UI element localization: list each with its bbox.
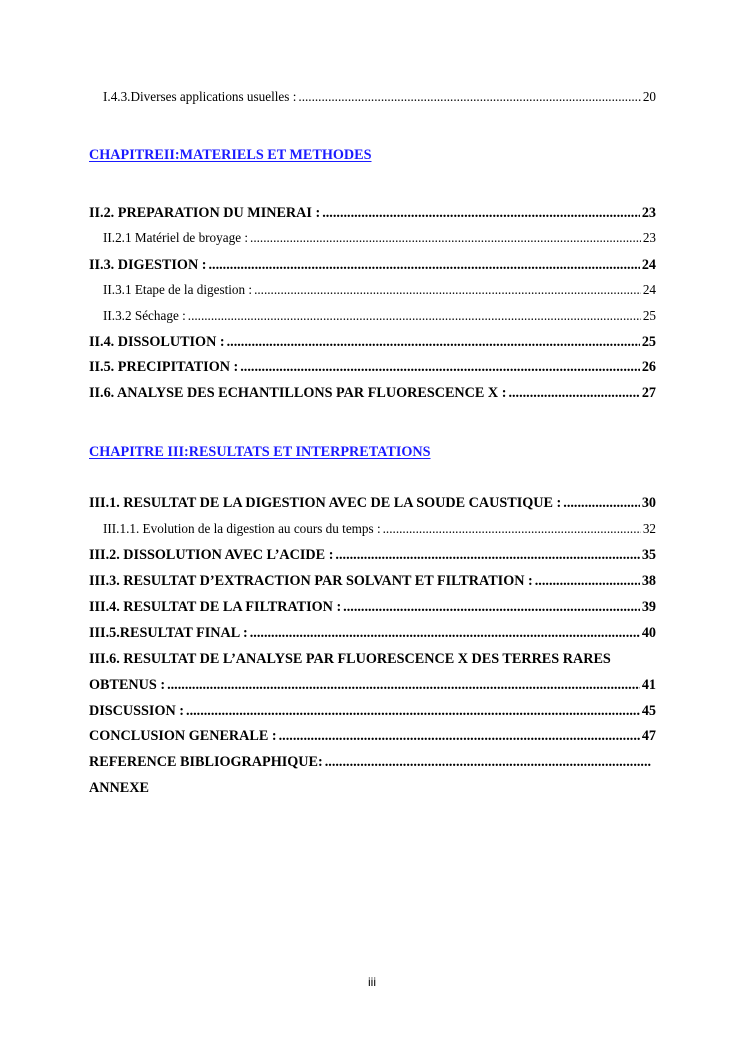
toc-entry-label: II.3.1 Etape de la digestion : (103, 282, 253, 297)
toc-entry[interactable] (89, 333, 656, 351)
toc-entry-label: III.1.1. Evolution de la digestion au cours du temps : (103, 521, 381, 536)
toc-entry-label: III.4. RESULTAT DE LA FILTRATION : (89, 599, 342, 615)
toc-entry[interactable] (89, 256, 656, 274)
dot-leader (322, 204, 640, 222)
toc-entry-label: II.3.2 Séchage : (103, 308, 186, 323)
dot-leader (240, 358, 640, 376)
toc-entry[interactable] (89, 358, 656, 376)
toc-entry-label: III.2. DISSOLUTION AVEC L’ACIDE : (89, 547, 334, 563)
toc-entry-label: II.3. DIGESTION : (89, 257, 207, 273)
toc-entry-line1[interactable]: III.6. RESULTAT DE L’ANALYSE PAR FLUORESCENCE X DES TERRES RARES (89, 651, 611, 667)
toc-entry-label: I.4.3.Diverses applications usuelles : (103, 89, 297, 104)
toc-entry[interactable] (89, 702, 656, 720)
toc-entry-page: 41 (641, 677, 656, 693)
dot-leader (279, 727, 640, 745)
toc-entry[interactable] (89, 384, 656, 402)
dot-leader (335, 546, 639, 564)
toc-entry[interactable] (89, 753, 651, 771)
dot-leader (254, 281, 641, 299)
toc-entry-page: 45 (641, 703, 656, 719)
toc-entry-label: III.5.RESULTAT FINAL : (89, 625, 248, 641)
toc-entry[interactable] (103, 307, 656, 325)
toc-entry[interactable] (89, 204, 656, 222)
dot-leader (343, 598, 640, 616)
toc-entry-label: DISCUSSION : (89, 703, 185, 719)
toc-entry[interactable] (103, 281, 656, 299)
dot-leader (250, 229, 641, 247)
toc-entry-page: 35 (641, 547, 656, 563)
toc-entry[interactable] (103, 88, 656, 106)
toc-entry[interactable] (89, 546, 656, 564)
toc-entry-label: III.3. RESULTAT D’EXTRACTION PAR SOLVANT ET FILTRATION : (89, 573, 533, 589)
toc-entry-page: 20 (642, 89, 656, 104)
toc-entry-label: II.6. ANALYSE DES ECHANTILLONS PAR FLUORESCENCE X : (89, 385, 507, 401)
toc-entry[interactable] (89, 494, 656, 512)
toc-entry[interactable] (89, 572, 656, 590)
dot-leader (188, 307, 641, 325)
toc-entry-label: REFERENCE BIBLIOGRAPHIQUE: (89, 754, 323, 770)
toc-entry-label: CONCLUSION GENERALE : (89, 728, 277, 744)
toc-entry-page: 23 (641, 205, 656, 221)
toc-entry[interactable] (89, 676, 656, 694)
dot-leader (167, 676, 640, 694)
toc-entry-label: II.2. PREPARATION DU MINERAI : (89, 205, 321, 221)
toc-entry[interactable] (89, 598, 656, 616)
dot-leader (298, 88, 640, 106)
page-number: iii (368, 975, 376, 989)
toc-entry-page: 24 (641, 257, 656, 273)
chapter-3-link[interactable]: CHAPITRE III:RESULTATS ET INTERPRETATIONS (89, 444, 431, 460)
dot-leader (383, 520, 641, 538)
toc-entry-page: 25 (641, 334, 656, 350)
toc-entry-label: II.2.1 Matériel de broyage : (103, 230, 249, 245)
toc-entry-label: II.5. PRECIPITATION : (89, 359, 239, 375)
toc-entry-label: OBTENUS : (89, 677, 166, 693)
toc-entry[interactable] (103, 229, 656, 247)
dot-leader (227, 333, 640, 351)
toc-entry-annexe[interactable]: ANNEXE (89, 780, 149, 796)
dot-leader (508, 384, 639, 402)
toc-entry-label: III.1. RESULTAT DE LA DIGESTION AVEC DE LA SOUDE CAUSTIQUE : (89, 495, 562, 511)
dot-leader (563, 494, 640, 512)
toc-entry-page: 25 (642, 308, 656, 323)
dot-leader (186, 702, 640, 720)
toc-entry[interactable] (89, 624, 656, 642)
toc-entry-page: 30 (641, 495, 656, 511)
toc-entry-page: 32 (642, 521, 656, 536)
toc-entry[interactable] (103, 520, 656, 538)
toc-entry-page: 38 (641, 573, 656, 589)
toc-entry-page: 23 (642, 230, 656, 245)
dot-leader (325, 753, 651, 771)
toc-entry-page: 39 (641, 599, 656, 615)
toc-entry-page: 47 (641, 728, 656, 744)
toc-entry-page: 26 (641, 359, 656, 375)
toc-entry-page: 27 (641, 385, 656, 401)
dot-leader (250, 624, 640, 642)
toc-entry-page: 24 (642, 282, 656, 297)
toc-entry-page: 40 (641, 625, 656, 641)
chapter-2-link[interactable]: CHAPITREII:MATERIELS ET METHODES (89, 147, 372, 163)
dot-leader (535, 572, 640, 590)
dot-leader (208, 256, 639, 274)
toc-entry-label: II.4. DISSOLUTION : (89, 334, 225, 350)
toc-entry[interactable] (89, 727, 656, 745)
